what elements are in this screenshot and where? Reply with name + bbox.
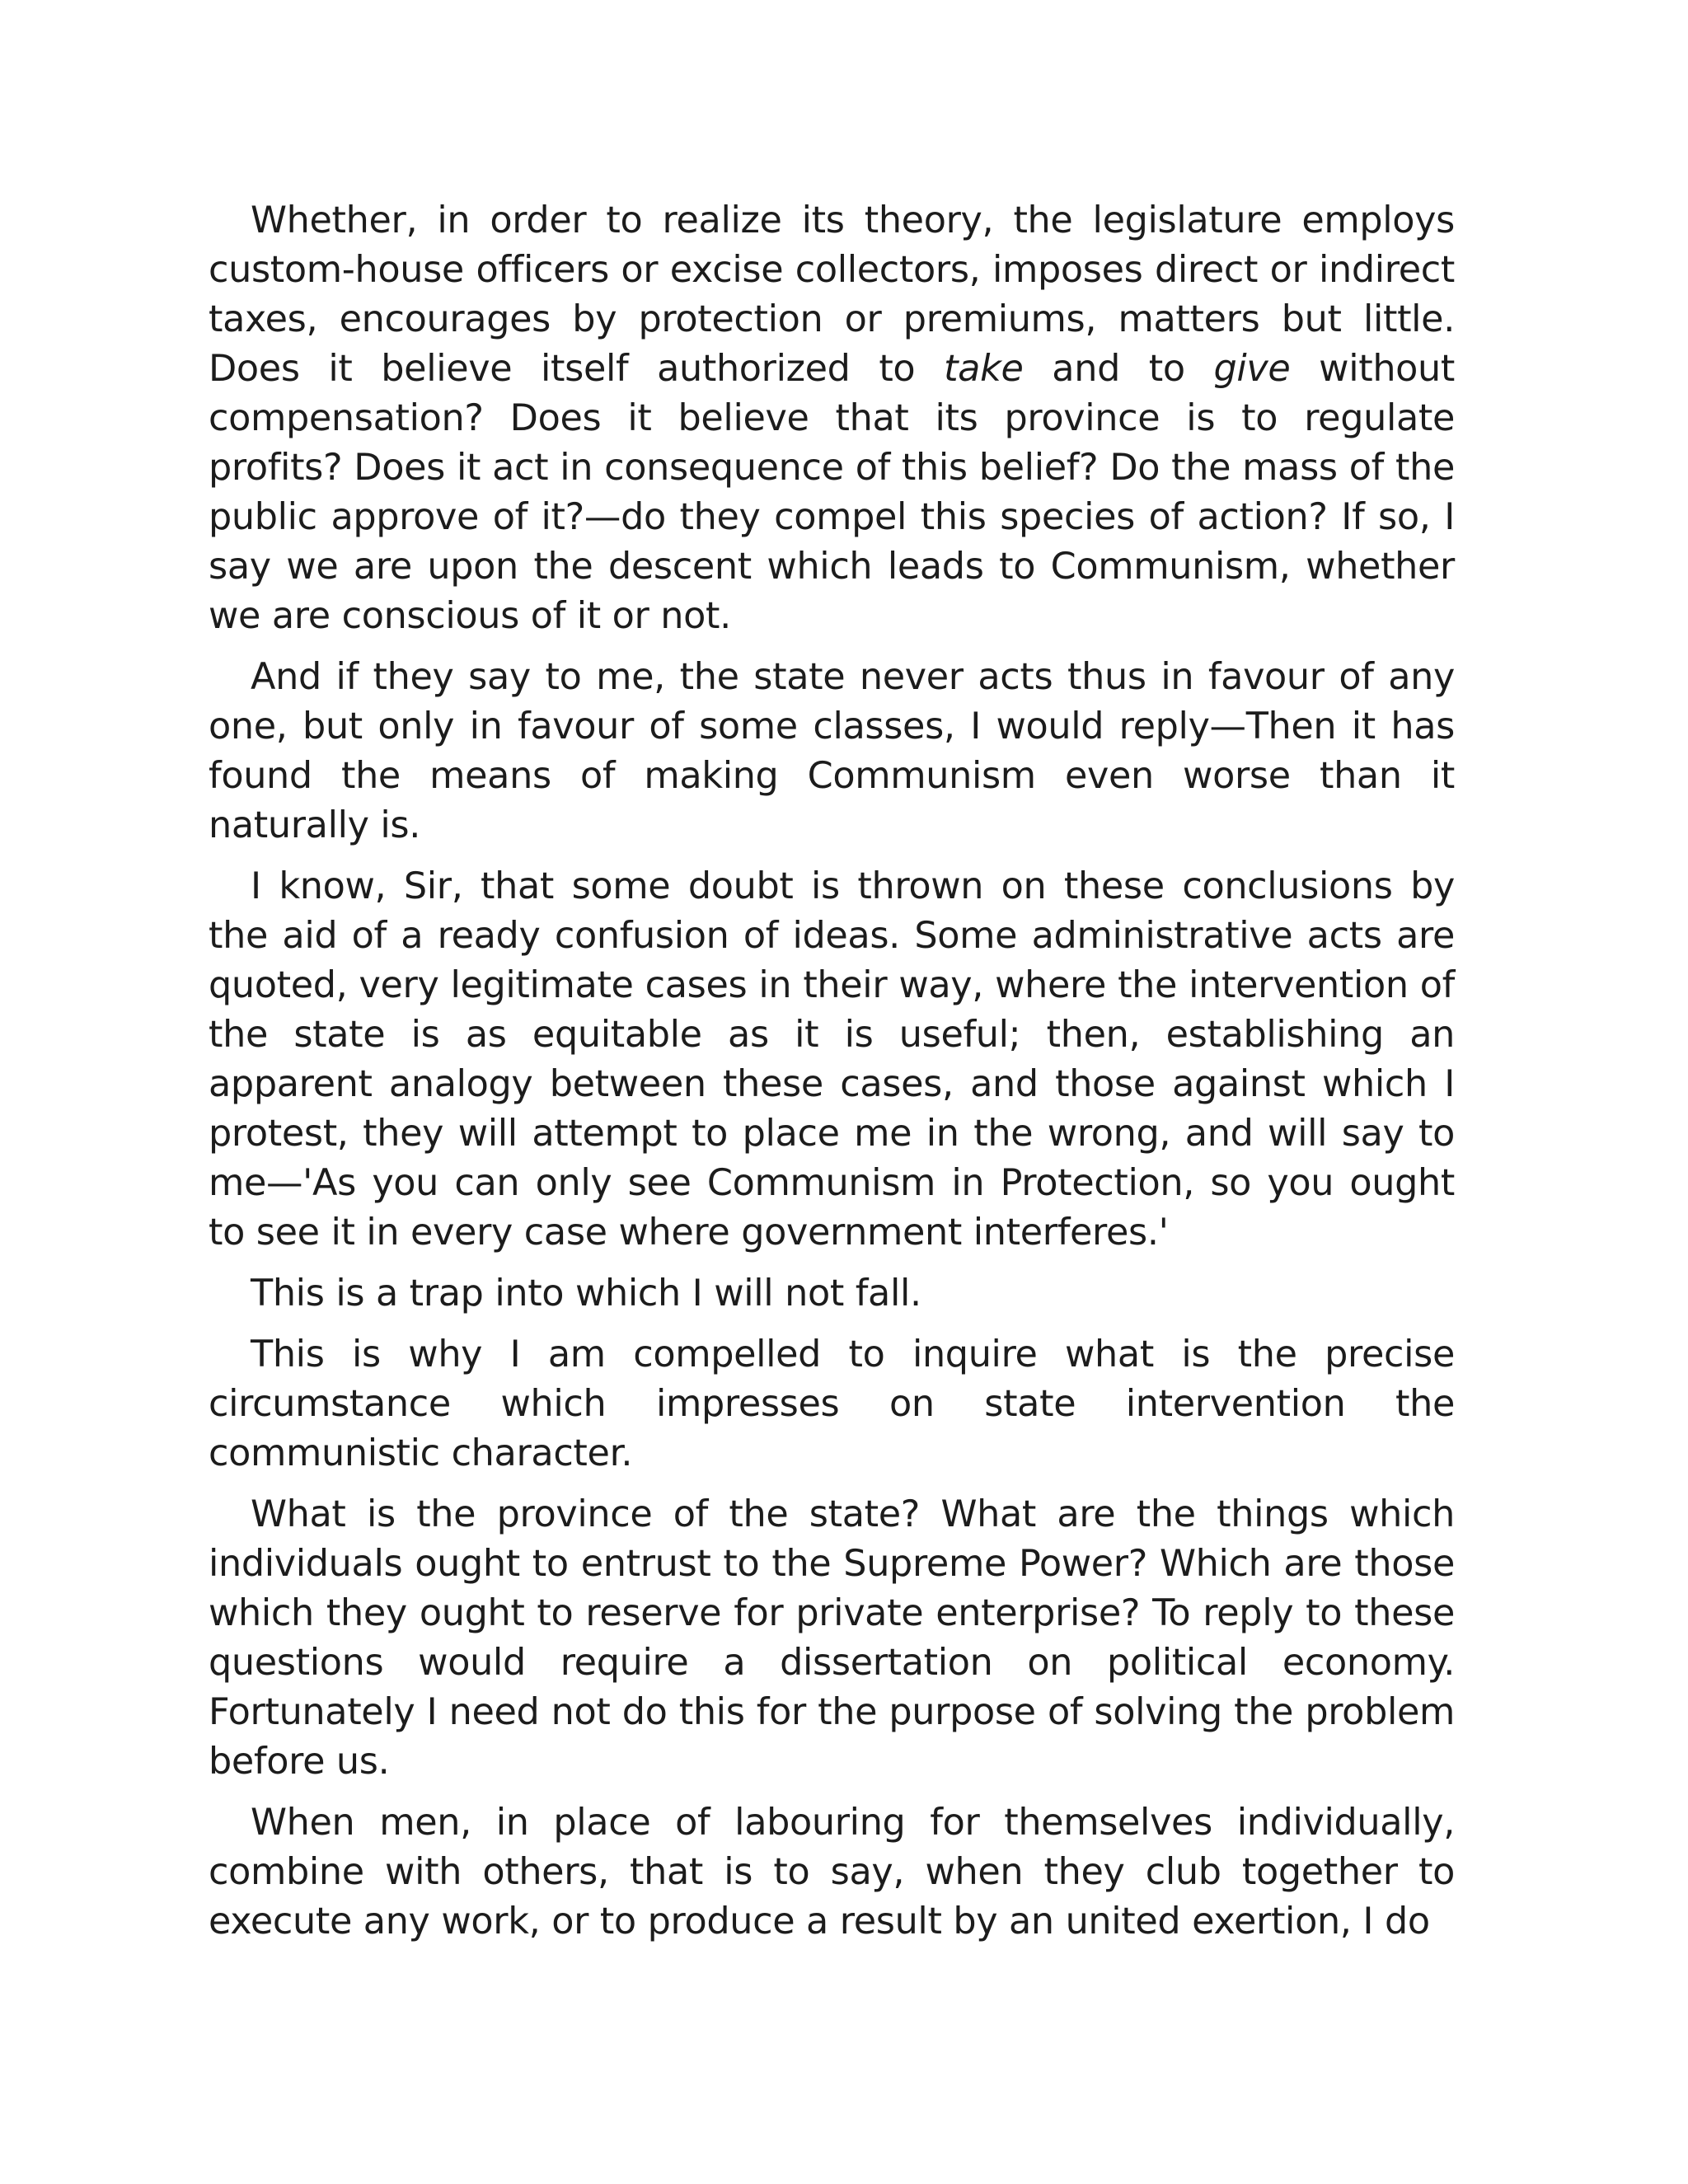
paragraph-7: When men, in place of labouring for themselves individually, combine with others, that is to say, when they club together to execute any work, or to produce a result by an united exertion, I do [209,1802,1455,1943]
paragraph-5: This is why I am compelled to inquire what is the precise circumstance which impresses on state intervention the communistic character. [209,1333,1455,1474]
page-text [209,196,1455,1947]
paragraph-6: What is the province of the state? What are the things which individuals ought to entrust to the Supreme Power? Which are those which they ought to reserve for private enterprise? To reply to these questions would require a dissertation on political economy. Fortunately I need not do this for the purpose of solving the problem before us. [209,1493,1455,1783]
paragraph-2: And if they say to me, the state never acts thus in favour of any one, but only in favour of some classes, I would reply—Then it has found the means of making Communism even worse than it naturally is. [209,656,1455,846]
paragraph-1-end: without compensation? Does it believe that its province is to regulate profits? Does it act in consequence of this belief? Do the mass of the public approve of it?—do they compel this species of action? If so, I say we are upon the descent which leads to Communism, whether we are conscious of it or not. [209,348,1456,637]
paragraph-3: I know, Sir, that some doubt is thrown on these conclusions by the aid of a ready confusion of ideas. Some administrative acts are quoted, very legitimate cases in their way, where the intervention of the state is as equitable as it is useful; then, establishing an apparent analogy between these cases, and those against which I protest, they will attempt to place me in the wrong, and will say to me—'As you can only see Communism in Protection, so you ought to see it in every case where government interferes.' [209,865,1455,1254]
emphasis-give: give [1213,348,1291,390]
paragraph-1 [209,196,1455,641]
paragraph-1-middle: and to [1023,348,1214,390]
paragraph-4: This is a trap into which I will not fall. [251,1272,921,1315]
paragraph-1-start: Whether, in order to realize its theory, the legislature employs custom-house officers or excise collectors, imposes direct or indirect taxes, encourages by protection or premiums, matters but little. Does it believe itself authorized to [209,199,1455,390]
emphasis-take: take [944,348,1024,390]
